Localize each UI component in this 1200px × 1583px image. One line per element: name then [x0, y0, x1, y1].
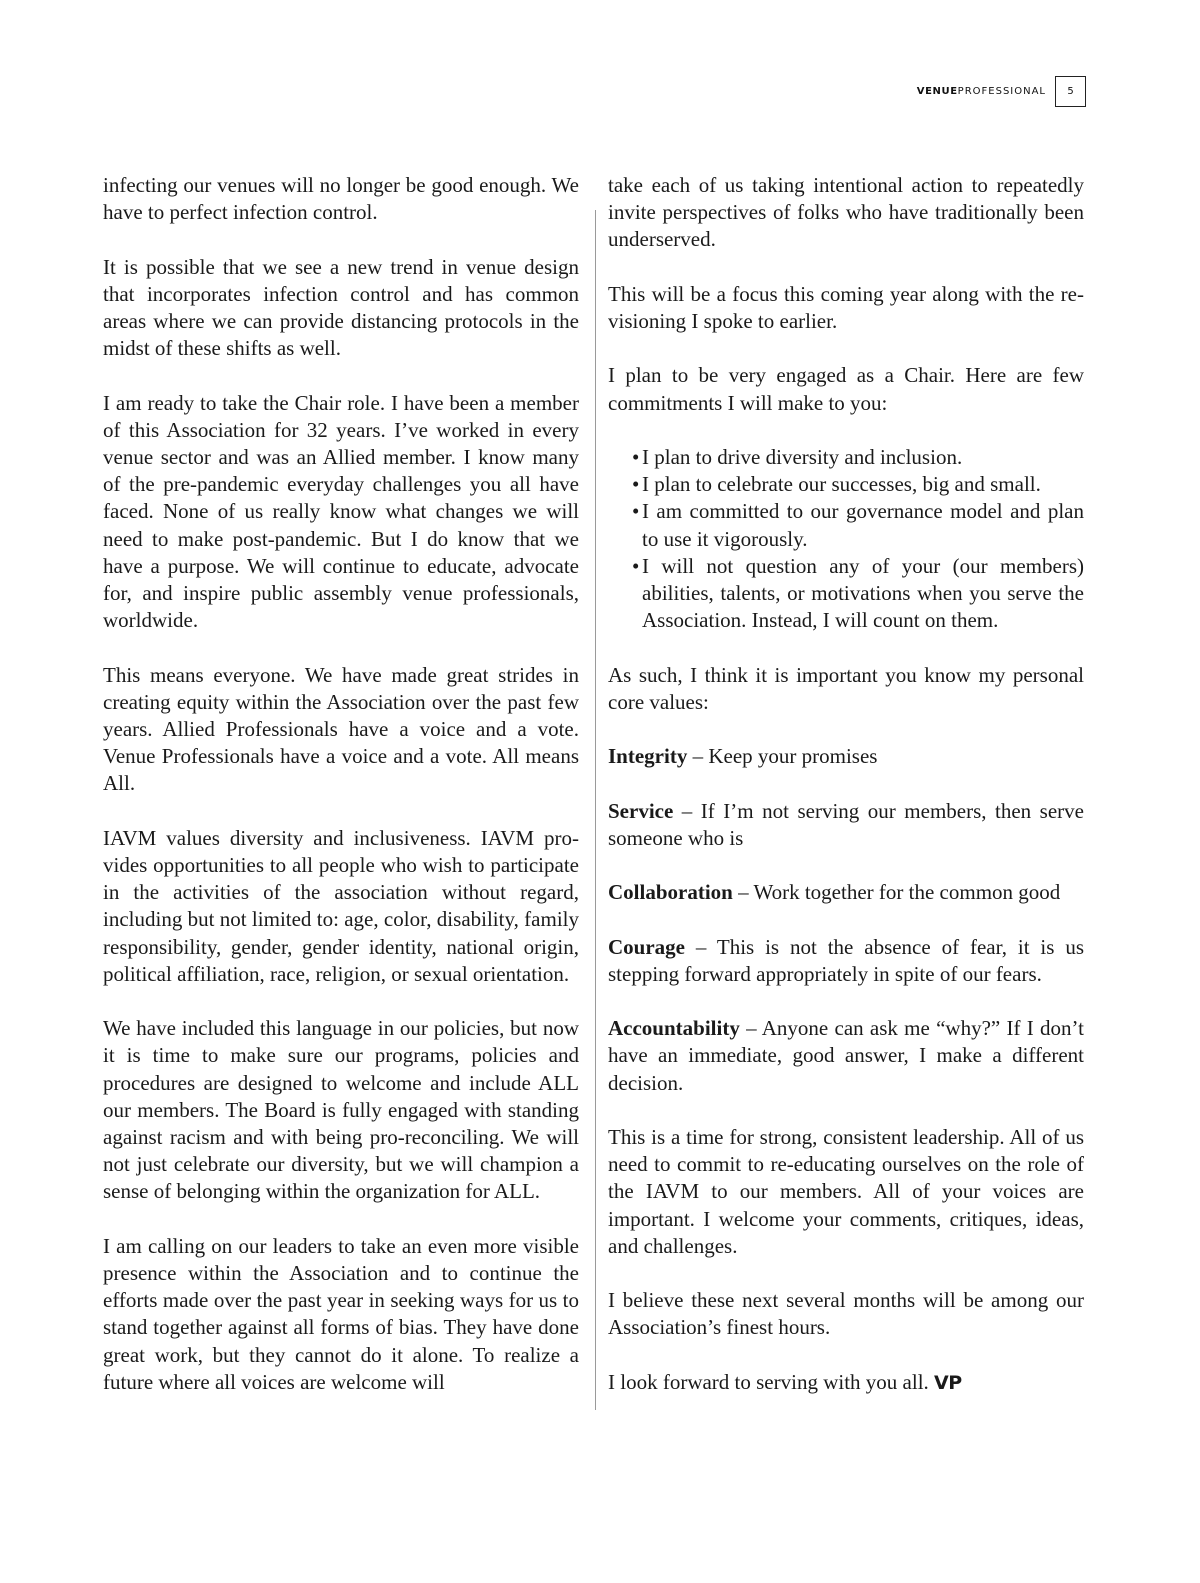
vp-end-mark: VP — [934, 1371, 962, 1394]
value-text: – Keep your promises — [687, 744, 878, 769]
commitments-list — [608, 444, 1084, 634]
paragraph: As such, I think it is important you know my personal core values: — [608, 662, 1084, 714]
page-header — [917, 76, 1086, 107]
left-column — [103, 172, 579, 1423]
value-term: Integrity — [608, 744, 688, 769]
paragraph: I am ready to take the Chair role. I have been a member of this Association for 32 years. I’ve worked in every venue sector and was an Allied member. I know many of the pre-pandemic everyday challenges you all have faced. None of us really know what changes we will need to make post-pandemic. But I do know that we have a purpose. We will continue to educate, advocate for, and inspire public assembly venue professionals, worldwide. — [103, 390, 579, 633]
signoff-text: I look forward to serving with you all. — [608, 1369, 935, 1394]
paragraph: We have included this language in our policies, but now it is time to make sure our programs, policies and procedures are designed to welcome and include ALL our members. The Board is fully engaged with standing against racism and with being pro-reconciling. We will not just celebrate our diversity, but we will champion a sense of belonging within the organization for ALL. — [103, 1016, 579, 1204]
right-column — [608, 172, 1084, 1424]
brand-bold: VENUE — [916, 85, 958, 97]
paragraph: This means everyone. We have made great strides in creating equity within the Association over the past few years. Allied Professionals have a voice and a vote. Venue Professionals have a voice and a vote. All means All. — [103, 662, 579, 796]
list-item: • I plan to celebrate our successes, big and small. — [642, 471, 1084, 498]
paragraph: It is possible that we see a new trend in venue design that incorporates infection control and has common areas where we can provide distancing protocols in the midst of these shifts as well. — [103, 254, 579, 361]
value-text: – Work together for the common good — [732, 880, 1061, 905]
core-value-integrity — [608, 743, 1084, 770]
brand-light: PROFESSIONAL — [957, 85, 1046, 97]
magazine-brand — [917, 87, 1046, 97]
paragraph: This is a time for strong, consistent leadership. All of us need to commit to re-educating ourselves on the role of the IAVM to our members. All of your voices are important. I welcome your comments, critiques, ideas, and challenges. — [608, 1124, 1084, 1258]
value-term: Courage — [608, 934, 685, 959]
paragraph: IAVM values diversity and inclusiveness. IAVM provides opportunities to all people who wish to participate in the activities of the association without regard, including but not limited to: age, color, disability, family responsibility, gender, gender identity, national origin, political affiliation, race, religion, or sexual orientation. — [103, 825, 579, 986]
list-item: • I will not question any of your (our members) abilities, talents, or motivations when you serve the Association. Instead, I will count on them. — [642, 553, 1084, 635]
page-number: 5 — [1055, 76, 1086, 107]
value-term: Accountability — [608, 1016, 740, 1041]
paragraph: I believe these next several months will be among our Association’s finest hours. — [608, 1288, 1084, 1340]
column-divider — [595, 210, 596, 1410]
paragraph: I plan to be very engaged as a Chair. Here are few commitments I will make to you: — [608, 363, 1084, 415]
list-item: • I am committed to our governance model and plan to use it vigorously. — [642, 498, 1084, 552]
paragraph: This will be a focus this coming year along with the re-visioning I spoke to earlier. — [608, 281, 1084, 333]
paragraph: I am calling on our leaders to take an even more visible presence within the Association and to continue the efforts made over the past year in seeking ways for us to stand together against all forms of bias. They have done great work, but they cannot do it alone. To realize a future where all voices are welcome will — [103, 1233, 579, 1394]
core-value-service — [608, 798, 1084, 852]
value-text: – This is not the absence of fear, it is us stepping forward appropriately in spite of our fears. — [608, 934, 1084, 986]
paragraph: infecting our venues will no longer be good enough. We have to perfect infection control. — [103, 173, 579, 225]
value-text: – If I’m not serving our members, then serve someone who is — [608, 798, 1084, 850]
paragraph: take each of us taking intentional action to repeatedly invite perspectives of folks who have traditionally been underserved. — [608, 173, 1084, 252]
value-text: – Anyone can ask me “why?” If I don’t have an immediate, good answer, I make a different decision. — [608, 1016, 1084, 1095]
value-term: Service — [608, 798, 674, 823]
list-item: • I plan to drive diversity and inclusion. — [642, 444, 1084, 471]
core-value-courage — [608, 934, 1084, 988]
signoff — [608, 1369, 1084, 1397]
core-value-accountability — [608, 1015, 1084, 1097]
value-term: Collaboration — [608, 880, 733, 905]
core-value-collaboration — [608, 879, 1084, 906]
